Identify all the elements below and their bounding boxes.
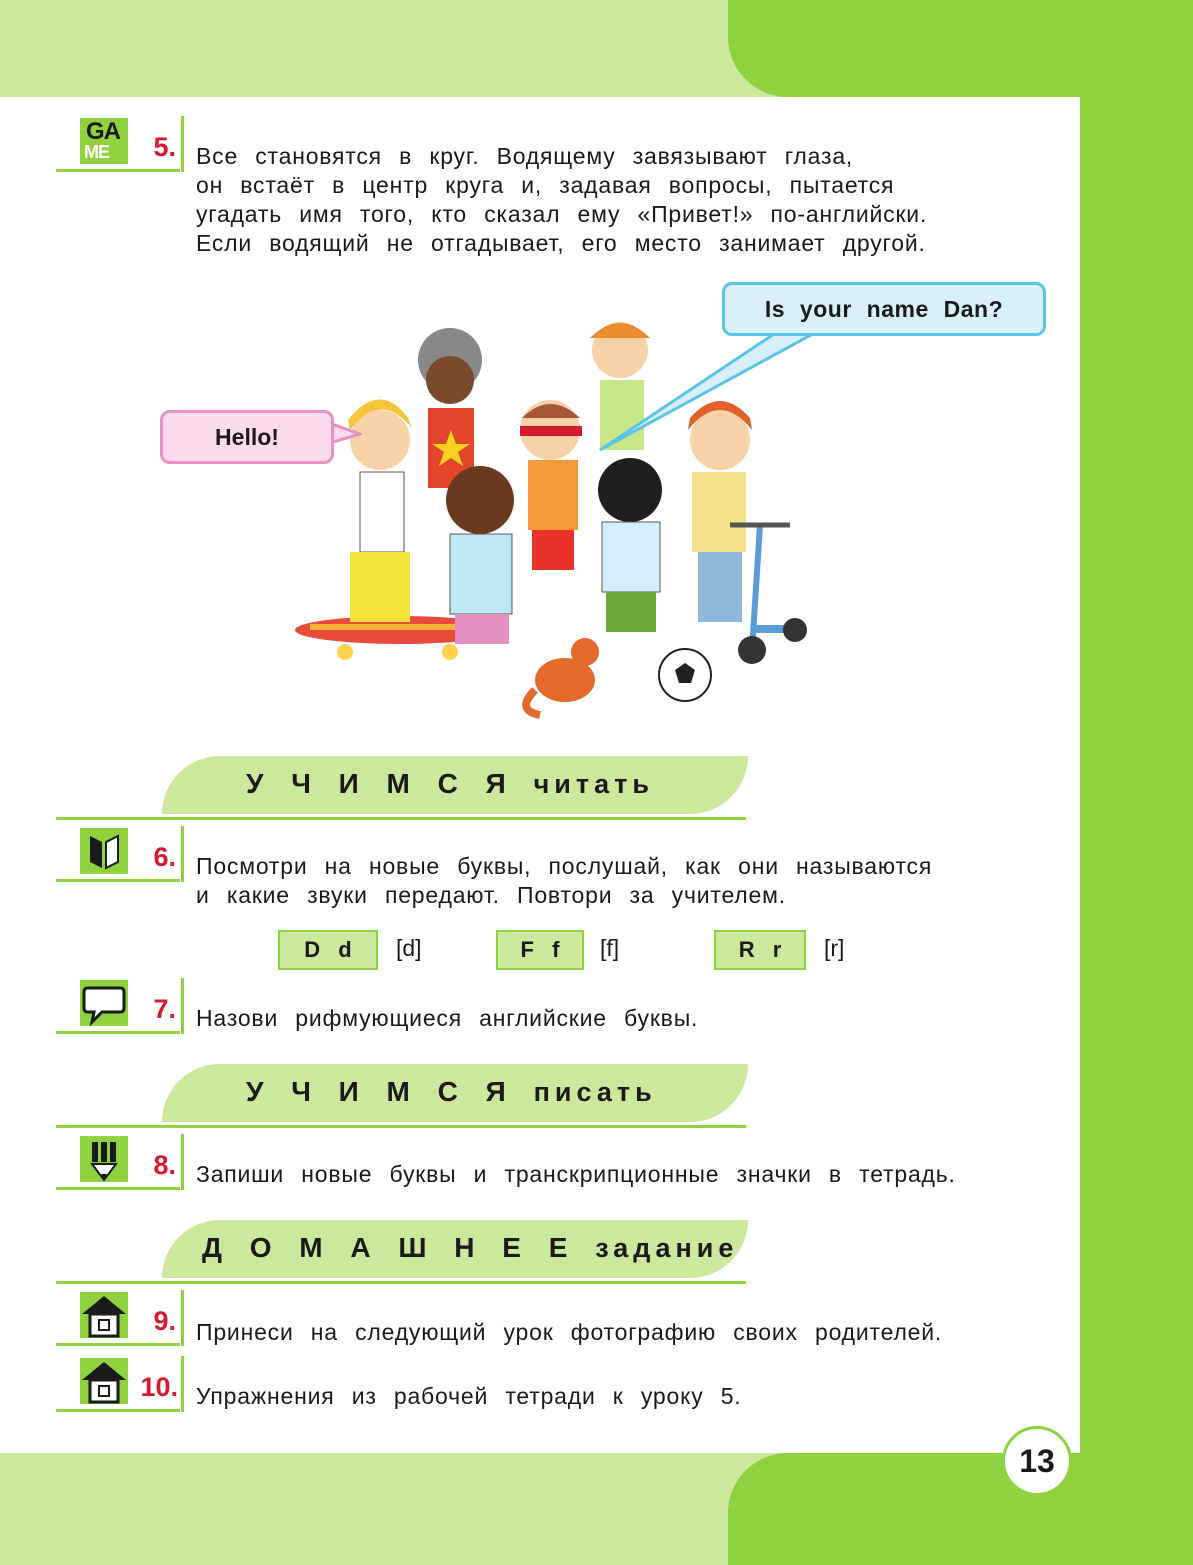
marker-rule <box>56 879 180 882</box>
sound-f: [f] <box>600 935 620 961</box>
exercise-9-text <box>196 1318 942 1347</box>
exercise-5-marker <box>56 116 184 172</box>
text-line: Принеси на следующий урок фотографию своих родителей. <box>196 1319 943 1345</box>
section-band-line <box>56 1125 746 1128</box>
house-icon <box>80 1358 128 1404</box>
text-line: Упражнения из рабочей тетради к уроку 5. <box>196 1383 742 1409</box>
question-bubble: Is your name Dan? <box>722 282 1046 336</box>
section-band-line <box>56 817 746 820</box>
section-learn-reading <box>56 756 756 820</box>
exercise-number: 10. <box>140 1372 178 1402</box>
letter-box-r: R r <box>714 930 806 970</box>
child-curly <box>418 328 482 488</box>
exercise-number: 5. <box>153 132 176 162</box>
game-icon <box>80 118 128 164</box>
bottom-tab <box>728 1453 1193 1565</box>
section-homework <box>56 1220 756 1284</box>
marker-bar <box>181 978 184 1034</box>
cat <box>526 638 599 715</box>
letter-box-f: F f <box>496 930 584 970</box>
text-line: угадать имя того, кто сказал ему «Привет!» по-английски. <box>196 201 928 227</box>
exercise-7-marker <box>56 978 184 1034</box>
exercise-number: 9. <box>153 1306 176 1336</box>
exercise-6-text <box>196 852 932 910</box>
section-band-line <box>56 1281 746 1284</box>
right-border <box>1080 0 1193 1565</box>
section-title-lower: читать <box>533 769 654 799</box>
marker-rule <box>56 1343 180 1346</box>
section-title <box>202 1232 738 1264</box>
child-dark-hair <box>446 466 514 644</box>
greeting-bubble: Hello! <box>160 410 334 464</box>
game-icon-bottom-letters: ME <box>84 142 109 162</box>
exercise-number: 8. <box>153 1150 176 1180</box>
soccer-ball <box>659 649 711 701</box>
section-title <box>246 768 654 800</box>
marker-rule <box>56 169 180 172</box>
exercise-5-text <box>196 142 927 258</box>
text-line: он встаёт в центр круга и, задавая вопросы, пытается <box>196 172 895 198</box>
exercise-8-marker <box>56 1134 184 1190</box>
speech-bubble-icon <box>80 980 128 1026</box>
exercise-8-text <box>196 1160 956 1189</box>
house-icon <box>80 1292 128 1338</box>
section-title-lower: писать <box>533 1077 657 1107</box>
exercise-10-text <box>196 1382 741 1411</box>
text-line: Запиши новые буквы и транскрипционные значки в тетрадь. <box>196 1161 956 1187</box>
letter-box-d: D d <box>278 930 378 970</box>
child-black-hair <box>598 458 662 632</box>
exercise-6-marker <box>56 826 184 882</box>
section-title-caps: У Ч И М С Я <box>246 1076 516 1107</box>
book-icon <box>80 828 128 874</box>
sound-r: [r] <box>824 935 845 961</box>
text-line: Если водящий не отгадывает, его место занимает другой. <box>196 230 926 256</box>
exercise-9-marker <box>56 1290 184 1346</box>
pencil-icon <box>80 1136 128 1182</box>
marker-bar <box>181 1356 184 1412</box>
child-blindfolded <box>520 400 582 570</box>
section-title-caps: У Ч И М С Я <box>246 768 516 799</box>
question-bubble-tail <box>590 326 820 456</box>
text-line: Посмотри на новые буквы, послушай, как они называются <box>196 853 933 879</box>
exercise-10-marker <box>56 1356 184 1412</box>
section-title-caps: Д О М А Ш Н Е Е <box>202 1232 578 1263</box>
marker-bar <box>181 116 184 172</box>
sound-d: [d] <box>396 935 422 961</box>
page-number: 13 <box>1002 1426 1072 1496</box>
marker-rule <box>56 1031 180 1034</box>
exercise-number: 6. <box>153 842 176 872</box>
section-learn-writing <box>56 1064 756 1128</box>
exercise-number: 7. <box>153 994 176 1024</box>
text-line: Назови рифмующиеся английские буквы. <box>196 1005 699 1031</box>
text-line: Все становятся в круг. Водящему завязывают глаза, <box>196 143 854 169</box>
marker-bar <box>181 1134 184 1190</box>
section-title <box>246 1076 657 1108</box>
section-title-lower: задание <box>595 1233 739 1263</box>
text-line: и какие звуки передают. Повтори за учителем. <box>196 882 786 908</box>
marker-bar <box>181 826 184 882</box>
exercise-7-text <box>196 1004 698 1033</box>
marker-rule <box>56 1409 180 1412</box>
game-icon-top-letters: GA <box>86 118 120 145</box>
marker-bar <box>181 1290 184 1346</box>
marker-rule <box>56 1187 180 1190</box>
